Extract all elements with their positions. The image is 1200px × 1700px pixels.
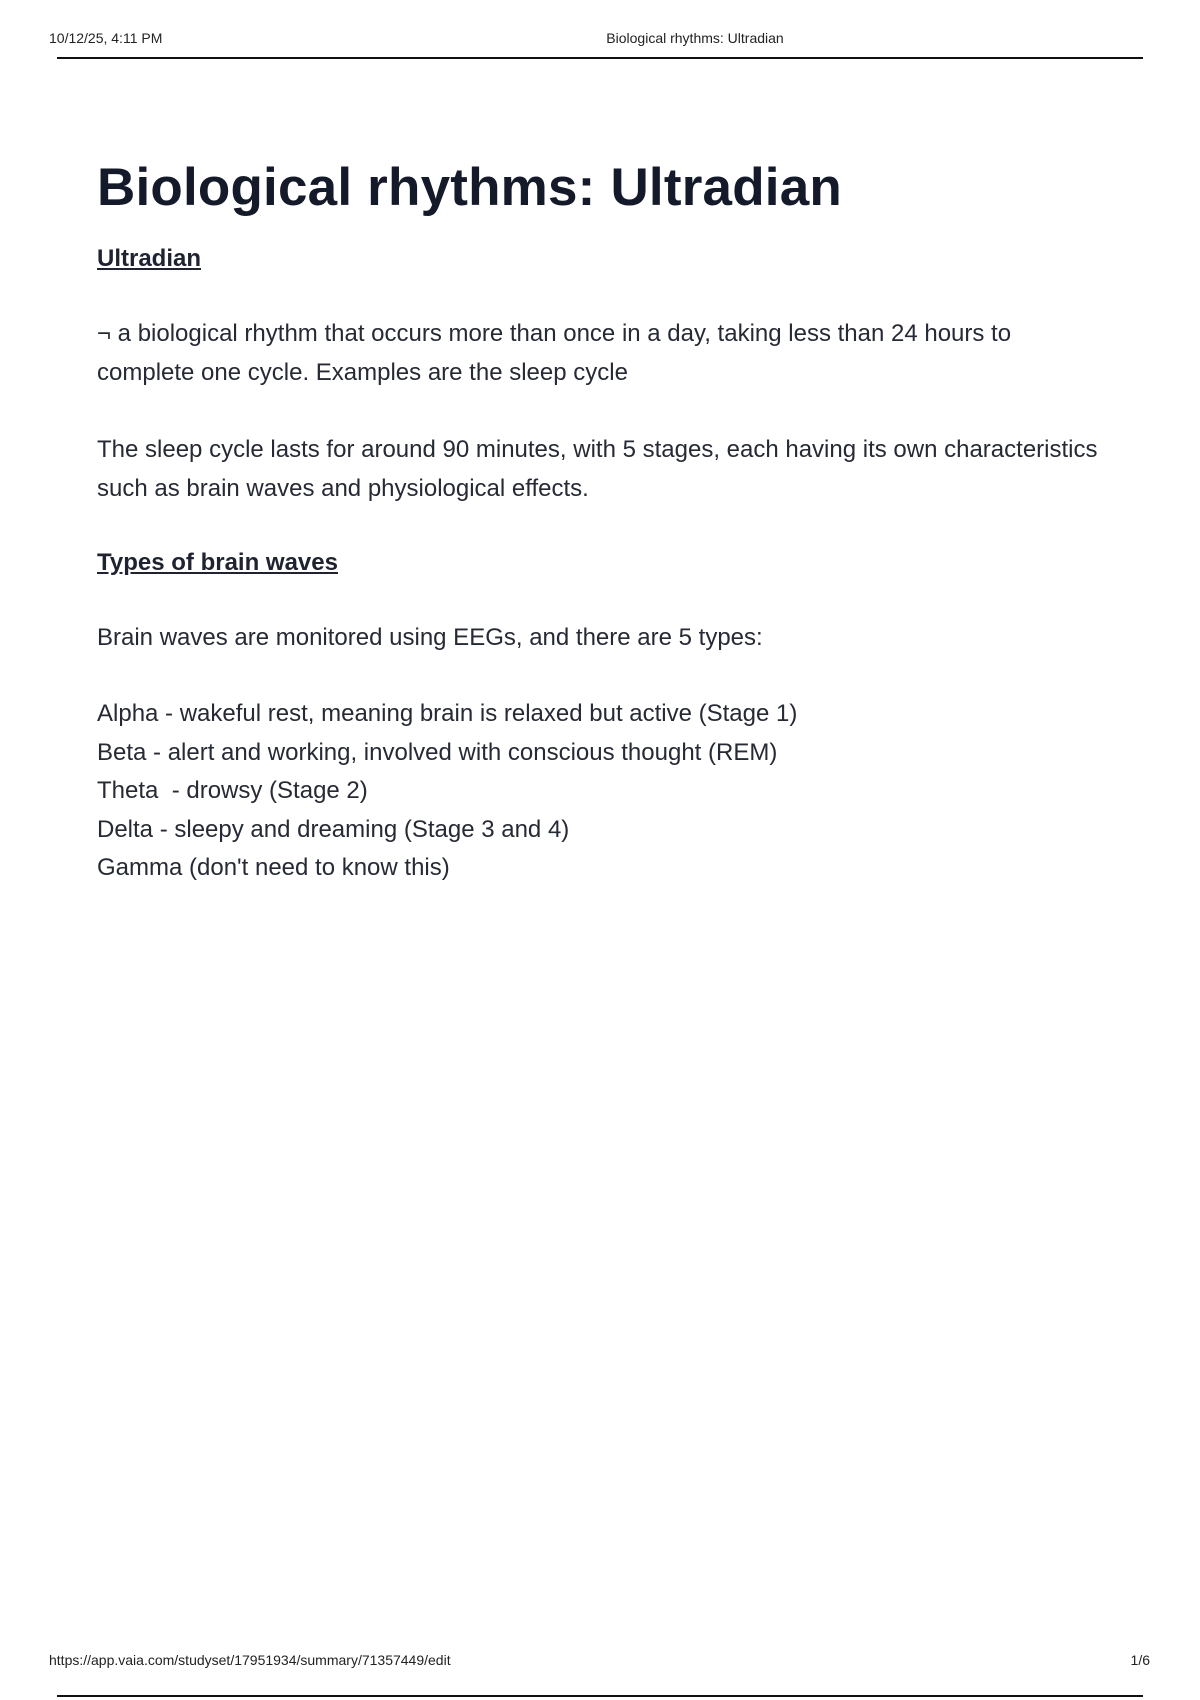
wave-item-alpha: Alpha - wakeful rest, meaning brain is relaxed but active (Stage 1) — [97, 700, 798, 727]
brain-waves-intro: Brain waves are monitored using EEGs, and there are 5 types: — [97, 624, 763, 651]
wave-item-gamma: Gamma (don't need to know this) — [97, 854, 450, 881]
section-heading-ultradian: Ultradian — [97, 245, 202, 272]
document-content — [97, 150, 1107, 888]
section-heading-brain-waves: Types of brain waves — [97, 549, 338, 576]
ultradian-definition: ¬ a biological rhythm that occurs more than once in a day, taking less than 24 hours to complete one cycle. Examples are the sleep cycle — [97, 320, 1012, 386]
sleep-cycle-paragraph: The sleep cycle lasts for around 90 minutes, with 5 stages, each having its own characteristics such as brain waves and physiological effects. — [97, 436, 1098, 502]
print-document-title: Biological rhythms: Ultradian — [606, 30, 784, 46]
header-divider — [57, 57, 1143, 59]
page-title: Biological rhythms: Ultradian — [97, 158, 842, 217]
wave-item-delta: Delta - sleepy and dreaming (Stage 3 and 4) — [97, 815, 570, 843]
print-datetime: 10/12/25, 4:11 PM — [49, 30, 163, 46]
print-header — [0, 0, 1200, 60]
print-footer-url: https://app.vaia.com/studyset/17951934/summary/71357449/edit — [49, 1652, 451, 1668]
wave-item-theta: Theta - drowsy (Stage 2) — [97, 777, 368, 804]
brain-wave-list — [97, 695, 1107, 888]
print-page-indicator: 1/6 — [1130, 1652, 1150, 1668]
wave-item-beta: Beta - alert and working, involved with conscious thought (REM) — [97, 738, 778, 766]
footer-divider — [57, 1695, 1143, 1697]
